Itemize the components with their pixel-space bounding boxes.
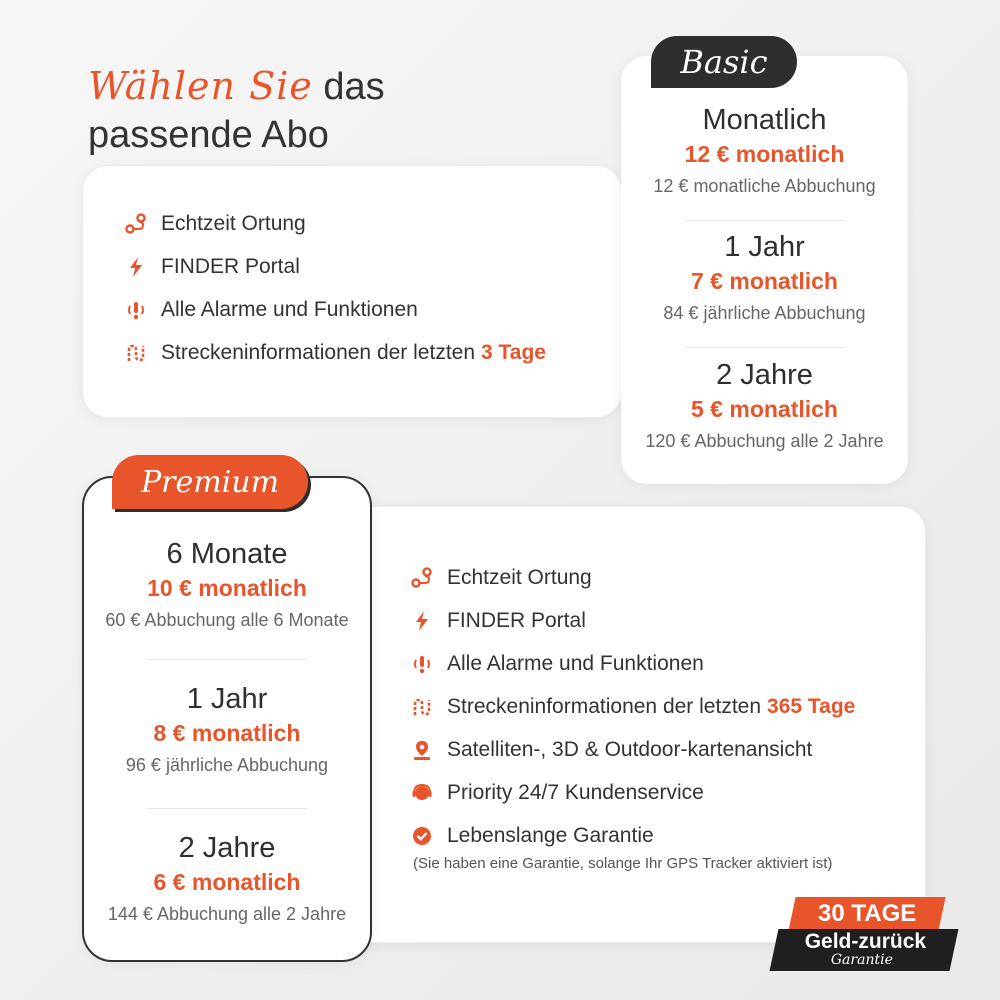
premium-prices-card[interactable] (82, 476, 372, 962)
plan-price: 5 € monatlich (691, 396, 838, 422)
headline-line-2: passende Abo (88, 114, 329, 156)
feature-item (125, 202, 546, 245)
plan-name: 6 Monate (166, 538, 288, 570)
headline-script: Wählen Sie (88, 64, 313, 108)
badge-sub: Garantie (830, 952, 893, 968)
headset-icon (411, 782, 433, 804)
premium-feature-list (411, 556, 855, 857)
plan-name: 1 Jahr (724, 231, 805, 263)
plan-name: 2 Jahre (178, 832, 276, 864)
plan-1-jahr[interactable] (621, 231, 908, 324)
feature-text: Streckeninformationen der letzten (161, 340, 476, 364)
headline-line-1 (88, 62, 385, 111)
feature-text: Alle Alarme und Funktionen (161, 297, 418, 321)
plan-billing: 120 € Abbuchung alle 2 Jahre (645, 431, 884, 451)
badge-top (788, 897, 945, 931)
feature-text: FINDER Portal (161, 254, 300, 278)
feature-text: Echtzeit Ortung (161, 211, 306, 235)
feature-text: Echtzeit Ortung (447, 565, 592, 589)
route-pin-icon (411, 567, 433, 589)
feature-item (411, 642, 855, 685)
plan-billing: 60 € Abbuchung alle 6 Monate (105, 610, 349, 630)
feature-text: Lebenslange Garantie (447, 823, 654, 847)
plan-price: 7 € monatlich (691, 268, 838, 294)
badge-main: Geld-zurück (805, 930, 927, 953)
lightning-icon (125, 256, 147, 278)
plan-name: 2 Jahre (716, 359, 813, 391)
feature-item (411, 728, 855, 771)
track-path-icon (125, 342, 147, 364)
plan-name: Monatlich (702, 104, 827, 136)
plan-billing: 12 € monatliche Abbuchung (653, 176, 876, 196)
plan-price: 10 € monatlich (147, 575, 307, 601)
route-pin-icon (125, 213, 147, 235)
plan-billing: 96 € jährliche Abbuchung (125, 755, 329, 775)
badge-days: 30 TAGE (817, 900, 917, 927)
feature-item (411, 556, 855, 599)
premium-tag: Premium (112, 455, 308, 509)
feature-item (411, 685, 855, 728)
divider (685, 220, 845, 221)
plan-name: 1 Jahr (186, 683, 268, 715)
feature-text: Satelliten-, 3D & Outdoor-kartenansicht (447, 737, 813, 761)
plan-6-monate[interactable] (84, 538, 370, 631)
headline-rest: das (323, 66, 385, 108)
basic-prices-card[interactable] (621, 56, 908, 484)
plan-price: 12 € monatlich (684, 141, 845, 167)
alarm-icon (411, 653, 433, 675)
badge-bottom (770, 929, 959, 971)
plan-price: 8 € monatlich (153, 720, 301, 746)
plan-2-jahre[interactable] (621, 359, 908, 452)
basic-feature-list (125, 202, 546, 374)
feature-item (125, 331, 546, 374)
feature-highlight: 365 Tage (767, 694, 856, 718)
feature-item (125, 288, 546, 331)
feature-text: Streckeninformationen der letzten (447, 694, 762, 718)
plan-1-jahr[interactable] (84, 683, 370, 776)
feature-text: Alle Alarme und Funktionen (447, 651, 704, 675)
plan-price: 6 € monatlich (153, 869, 301, 895)
basic-tag: Basic (651, 36, 797, 88)
feature-text: Priority 24/7 Kundenservice (447, 780, 704, 804)
guarantee-note: (Sie haben eine Garantie, solange Ihr GPS Tracker aktiviert ist) (413, 855, 833, 872)
alarm-icon (125, 299, 147, 321)
feature-item (411, 771, 855, 814)
track-path-icon (411, 696, 433, 718)
money-back-badge (768, 897, 958, 975)
plan-2-jahre[interactable] (84, 832, 370, 925)
map-pin-icon (411, 739, 433, 761)
plan-monatlich[interactable] (621, 104, 908, 197)
plan-billing: 144 € Abbuchung alle 2 Jahre (107, 904, 347, 924)
plan-billing: 84 € jährliche Abbuchung (663, 303, 866, 323)
feature-item (125, 245, 546, 288)
basic-features-card (82, 165, 622, 418)
check-badge-icon (411, 825, 433, 847)
divider (147, 808, 307, 809)
premium-features-card (340, 506, 926, 943)
headline (88, 62, 385, 159)
feature-text: FINDER Portal (447, 608, 586, 632)
lightning-icon (411, 610, 433, 632)
feature-highlight: 3 Tage (481, 340, 546, 364)
divider (147, 659, 307, 660)
feature-item (411, 814, 855, 857)
feature-item (411, 599, 855, 642)
divider (685, 347, 845, 348)
